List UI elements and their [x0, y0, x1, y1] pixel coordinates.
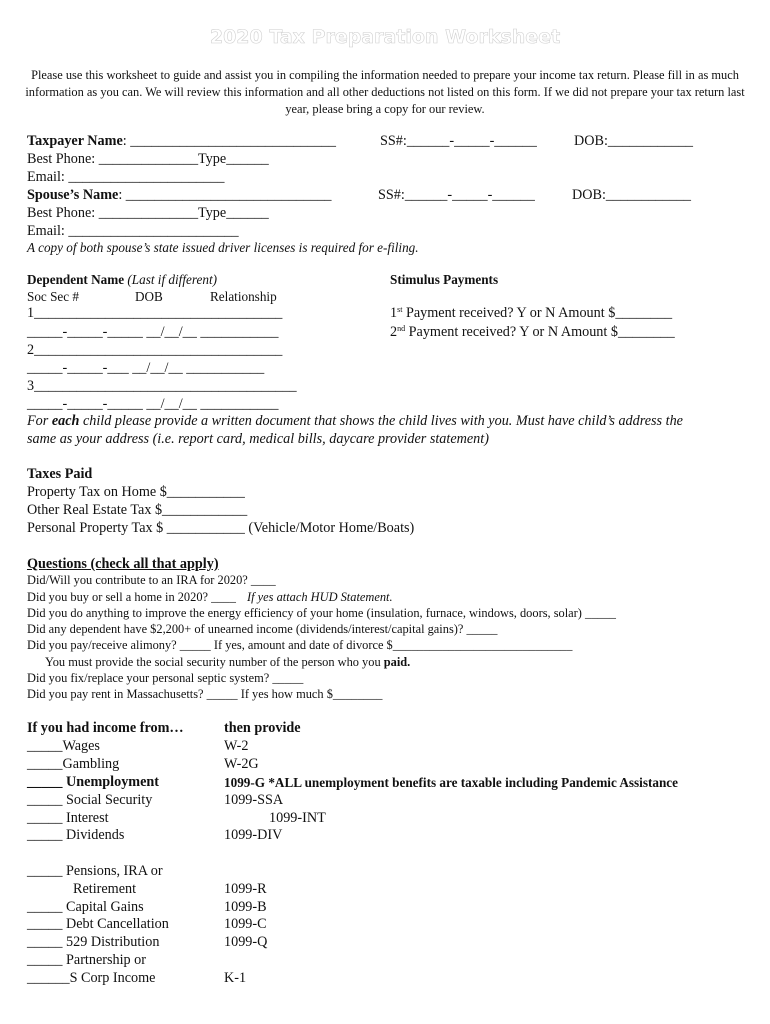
other-real-estate-tax-field[interactable]: Other Real Estate Tax $____________	[27, 502, 248, 518]
question-home-sale-text: Did you buy or sell a home in 2020? ____	[27, 590, 236, 604]
income-dividends-form: 1099-DIV	[224, 827, 283, 843]
stimulus-2-number: 2	[390, 324, 398, 340]
dependent-col-dob: DOB	[135, 289, 163, 304]
alimony-ssn-note	[45, 655, 410, 670]
dependent-col-relationship: Relationship	[210, 289, 277, 304]
stimulus-payment-1[interactable]	[390, 305, 672, 322]
spouse-phone-field[interactable]: Best Phone: ______________Type______	[27, 205, 269, 221]
income-529-form: 1099-Q	[224, 934, 268, 950]
child-note-line-2: same as your address (i.e. report card, medical bills, daycare provider statement)	[27, 431, 489, 447]
taxpayer-dob-field[interactable]: DOB:____________	[574, 133, 694, 149]
income-debt-cancellation-form: 1099-C	[224, 916, 267, 932]
question-alimony[interactable]: Did you pay/receive alimony? _____ If yes, amount and date of divorce $_____________________________	[27, 638, 573, 652]
dependent-header	[27, 272, 217, 288]
income-wages-form: W-2	[224, 738, 249, 754]
question-ira[interactable]: Did/Will you contribute to an IRA for 2020? ____	[27, 573, 276, 587]
spouse-ss-field[interactable]: SS#:______-_____-______	[378, 187, 535, 203]
stimulus-1-number: 1	[390, 305, 398, 321]
income-pensions-form: 1099-R	[224, 881, 267, 897]
dependent-1-detail-field[interactable]: _____-_____-_____ __/__/__ ___________	[27, 324, 279, 340]
alimony-ssn-note-emphasis: paid.	[383, 655, 411, 669]
income-s-corp-check[interactable]: ______S Corp Income	[27, 970, 156, 986]
income-unemployment-check[interactable]: _____ Unemployment	[27, 774, 160, 790]
spouse-dob-field[interactable]: DOB:____________	[572, 187, 692, 203]
spouse-name-field[interactable]: : _____________________________	[118, 187, 332, 203]
income-social-security-form: 1099-SSA	[224, 792, 284, 808]
stimulus-1-suffix: st	[397, 305, 403, 314]
spouse-name-line	[27, 187, 332, 204]
questions-heading: Questions (check all that apply)	[27, 556, 219, 572]
income-gambling-check[interactable]: _____Gambling	[27, 756, 120, 772]
intro-paragraph: Please use this worksheet to guide and assist you in compiling the information needed to prepare your income tax return. Please fill in as much information as you can. We will review this information and all other deductions not listed on this form. If we did not prepare your tax return last year, please bring a copy for our review.	[25, 68, 745, 116]
stimulus-2-suffix: nd	[397, 324, 406, 333]
stimulus-heading: Stimulus Payments	[390, 272, 499, 287]
income-heading-right: then provide	[224, 720, 301, 736]
dependent-2-name-field[interactable]: 2___________________________________	[27, 342, 283, 358]
dependent-1-name-field[interactable]: 1___________________________________	[27, 305, 283, 321]
question-home-sale[interactable]	[27, 590, 393, 605]
income-heading-left: If you had income from…	[27, 720, 184, 736]
personal-property-tax-field[interactable]: Personal Property Tax $ ___________ (Vehicle/Motor Home/Boats)	[27, 520, 415, 536]
income-partnership-check[interactable]: _____ Partnership or	[27, 952, 147, 968]
dependent-2-detail-field[interactable]: _____-_____-___ __/__/__ ___________	[27, 360, 265, 376]
income-interest-form: 1099-INT	[269, 810, 326, 826]
income-retirement-label: Retirement	[73, 881, 137, 897]
taxpayer-name-line	[27, 133, 336, 150]
income-social-security-check[interactable]: _____ Social Security	[27, 792, 153, 808]
taxpayer-email-field[interactable]: Email: ______________________	[27, 169, 225, 185]
stimulus-1-text: Payment received? Y or N Amount $________	[402, 305, 673, 321]
child-note-line-1	[27, 413, 683, 430]
page-title: 2020 Tax Preparation Worksheet	[209, 26, 561, 48]
dependent-col-ssn: Soc Sec #	[27, 289, 80, 304]
license-note: A copy of both spouse’s state issued driver licenses is required for e-filing.	[27, 240, 419, 255]
dependent-3-name-field[interactable]: 3_____________________________________	[27, 378, 297, 394]
property-tax-field[interactable]: Property Tax on Home $___________	[27, 484, 245, 500]
spouse-email-field[interactable]: Email: ________________________	[27, 223, 239, 239]
dependent-3-detail-field[interactable]: _____-_____-_____ __/__/__ ___________	[27, 396, 279, 412]
child-note-post: child please provide a written document that shows the child lives with you. Must have child’s address the	[79, 413, 683, 429]
taxpayer-ss-field[interactable]: SS#:______-_____-______	[380, 133, 537, 149]
taxpayer-name-label: Taxpayer Name	[27, 133, 123, 149]
income-dividends-check[interactable]: _____ Dividends	[27, 827, 125, 843]
income-debt-cancellation-check[interactable]: _____ Debt Cancellation	[27, 916, 169, 932]
dependent-header-note: (Last if different)	[124, 272, 217, 287]
spouse-name-label: Spouse’s Name	[27, 187, 119, 203]
question-septic[interactable]: Did you fix/replace your personal septic system? _____	[27, 671, 304, 685]
question-rent-massachusetts[interactable]: Did you pay rent in Massachusetts? _____ If yes how much $________	[27, 687, 383, 701]
income-capital-gains-check[interactable]: _____ Capital Gains	[27, 899, 144, 915]
income-wages-check[interactable]: _____Wages	[27, 738, 100, 754]
taxpayer-name-field[interactable]: : _____________________________	[122, 133, 336, 149]
income-capital-gains-form: 1099-B	[224, 899, 267, 915]
child-note-pre: For	[27, 413, 52, 429]
taxes-paid-heading: Taxes Paid	[27, 466, 93, 482]
stimulus-2-text: Payment received? Y or N Amount $________	[405, 324, 675, 340]
question-energy-efficiency[interactable]: Did you do anything to improve the energy efficiency of your home (insulation, furnace, windows, doors, solar) _____	[27, 606, 617, 620]
income-interest-check[interactable]: _____ Interest	[27, 810, 109, 826]
income-pensions-check[interactable]: _____ Pensions, IRA or	[27, 863, 163, 879]
stimulus-payment-2[interactable]	[390, 324, 675, 341]
dependent-header-label: Dependent Name	[27, 272, 125, 287]
question-home-sale-note: If yes attach HUD Statement.	[247, 590, 393, 604]
income-gambling-form: W-2G	[224, 756, 259, 772]
income-unemployment-form: 1099-G *ALL unemployment benefits are taxable including Pandemic Assistance	[224, 775, 679, 790]
question-dependent-income[interactable]: Did any dependent have $2,200+ of unearned income (dividends/interest/capital gains)? _____	[27, 622, 498, 636]
income-529-check[interactable]: _____ 529 Distribution	[27, 934, 160, 950]
child-note-emphasis: each	[51, 413, 80, 429]
taxpayer-phone-field[interactable]: Best Phone: ______________Type______	[27, 151, 269, 167]
income-s-corp-form: K-1	[224, 970, 247, 986]
alimony-ssn-note-text: You must provide the social security number of the person who you	[45, 655, 384, 669]
